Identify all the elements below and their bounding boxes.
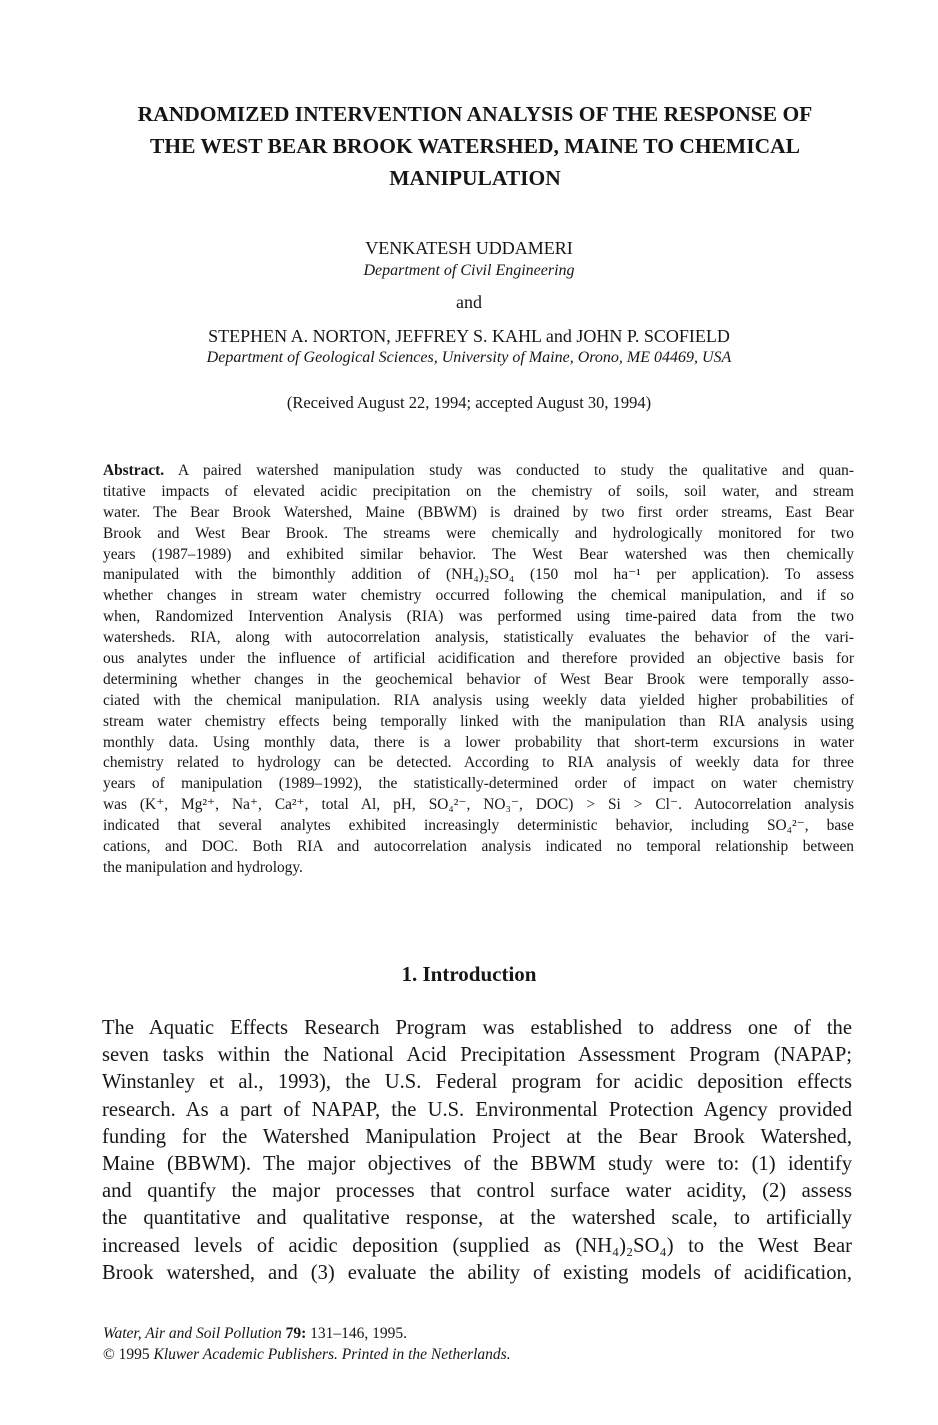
journal-pages: 131–146, 1995. bbox=[310, 1325, 407, 1342]
section-heading: 1. Introduction bbox=[401, 962, 537, 986]
abstract-line: when, Randomized Intervention Analysis (RIA) was performed using time-paired data from the two bbox=[103, 608, 854, 626]
abstract-line: years (1987–1989) and exhibited similar behavior. The West Bear watershed was then chemically bbox=[103, 545, 854, 563]
abstract-line: water. The Bear Brook Watershed, Maine (BBWM) is drained by two first order streams, East Bear bbox=[103, 503, 854, 521]
abstract-line: determining whether changes in the geochemical behavior of West Bear Brook were temporally asso- bbox=[103, 670, 854, 688]
author-list: STEPHEN A. NORTON, JEFFREY S. KAHL and JOHN P. SCOFIELD bbox=[208, 326, 730, 346]
abstract-line: watersheds. RIA, along with autocorrelation analysis, statistically evaluates the behavior of the vari- bbox=[103, 629, 854, 647]
intro-line: and quantify the major processes that control surface water acidity, (2) assess bbox=[102, 1180, 852, 1203]
intro-line: increased levels of acidic deposition (supplied as (NH₄)₂SO₄) to the West Bear bbox=[102, 1234, 852, 1257]
abstract-line: was (K⁺, Mg²⁺, Na⁺, Ca²⁺, total Al, pH, SO₄²⁻, NO₃⁻, DOC) > Si > Cl⁻. Autocorrelation analysis bbox=[103, 796, 854, 814]
citation-line bbox=[103, 1323, 511, 1344]
copyright-year: © 1995 bbox=[103, 1346, 150, 1363]
abstract-label: Abstract. bbox=[103, 462, 165, 479]
journal-name: Water, Air and Soil Pollution bbox=[103, 1325, 282, 1342]
abstract-line: indicated that several analytes exhibited increasingly deterministic behavior, including SO₄²⁻, base bbox=[103, 817, 854, 835]
abstract-line: years of manipulation (1989–1992), the statistically-determined order of impact on water chemistry bbox=[103, 775, 854, 793]
intro-line: the quantitative and qualitative response, at the watershed scale, to artificially bbox=[102, 1207, 852, 1230]
intro-line: Winstanley et al., 1993), the U.S. Federal program for acidic deposition effects bbox=[102, 1071, 852, 1094]
copyright-line bbox=[103, 1344, 511, 1365]
affiliation-secondary: Department of Geological Sciences, University of Maine, Orono, ME 04469, USA bbox=[206, 349, 732, 366]
intro-line: The Aquatic Effects Research Program was established to address one of the bbox=[102, 1017, 852, 1039]
title-line: MANIPULATION bbox=[389, 166, 561, 190]
abstract-line: ciated with the chemical manipulation. RIA analysis using weekly data yielded higher probabilities of bbox=[103, 691, 854, 709]
abstract-line: Brook and West Bear Brook. The streams were chemically and hydrologically monitored for two bbox=[103, 524, 854, 542]
journal-volume: 79: bbox=[285, 1325, 307, 1342]
abstract-line: cations, and DOC. Both RIA and autocorrelation analysis indicated no temporal relationship between bbox=[103, 838, 854, 856]
abstract-line: chemistry related to hydrology can be detected. According to RIA analysis of weekly data for three bbox=[103, 754, 854, 772]
intro-line: research. As a part of NAPAP, the U.S. Environmental Protection Agency provided bbox=[102, 1098, 852, 1121]
abstract bbox=[103, 461, 854, 879]
affiliation-primary: Department of Civil Engineering bbox=[363, 262, 575, 279]
intro-line: seven tasks within the National Acid Precipitation Assessment Program (NAPAP; bbox=[102, 1044, 852, 1067]
abstract-line: whether changes in stream water chemistry occurred following the chemical manipulation, and if so bbox=[103, 587, 854, 605]
author-primary: VENKATESH UDDAMERI bbox=[365, 238, 573, 258]
abstract-line: ous analytes under the influence of artificial acidification and therefore provided an objective basis for bbox=[103, 650, 854, 668]
publisher: Kluwer Academic Publishers. Printed in the Netherlands. bbox=[153, 1346, 511, 1363]
abstract-line: manipulated with the bimonthly addition of (NH₄)₂SO₄ (150 mol ha⁻¹ per application). To assess bbox=[103, 566, 854, 584]
abstract-line: monthly data. Using monthly data, there is a lower probability that short-term excursions in water bbox=[103, 733, 854, 751]
page-footer bbox=[103, 1323, 511, 1365]
title-line: THE WEST BEAR BROOK WATERSHED, MAINE TO CHEMICAL bbox=[150, 134, 800, 158]
intro-line: Maine (BBWM). The major objectives of the BBWM study were to: (1) identify bbox=[102, 1152, 852, 1175]
received-dates: (Received August 22, 1994; accepted August 30, 1994) bbox=[286, 393, 652, 412]
and-separator: and bbox=[456, 292, 482, 312]
intro-line: Brook watershed, and (3) evaluate the ability of existing models of acidification, bbox=[102, 1261, 852, 1284]
abstract-line: Abstract. A paired watershed manipulation study was conducted to study the qualitative and quan- bbox=[103, 462, 855, 479]
paper-title bbox=[80, 98, 870, 194]
intro-line: funding for the Watershed Manipulation Project at the Bear Brook Watershed, bbox=[102, 1125, 852, 1148]
abstract-line: titative impacts of elevated acidic precipitation on the chemistry of soils, soil water, and stream bbox=[103, 482, 854, 500]
introduction-paragraph bbox=[102, 1015, 852, 1287]
abstract-line: stream water chemistry effects being temporally linked with the manipulation than RIA analysis using bbox=[103, 712, 854, 730]
abstract-line: the manipulation and hydrology. bbox=[103, 858, 303, 876]
title-line: RANDOMIZED INTERVENTION ANALYSIS OF THE RESPONSE OF bbox=[137, 102, 813, 126]
